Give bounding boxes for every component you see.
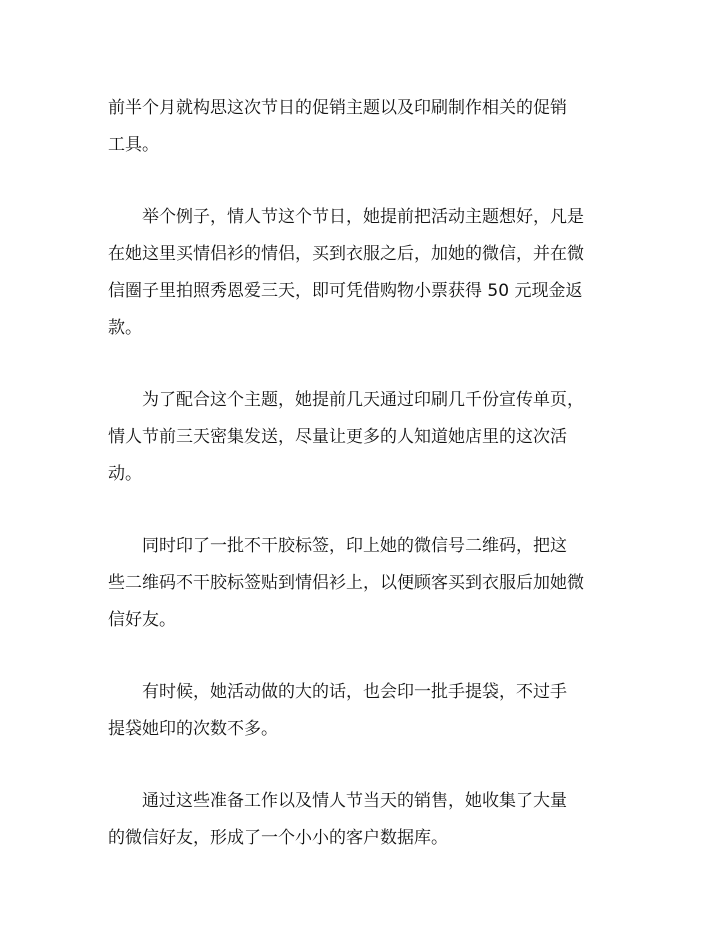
document-page <box>108 90 616 857</box>
paragraph: 前半个月就构思这次节日的促销主题以及印刷制作相关的促销 工具。 <box>108 98 567 155</box>
paragraph: 为了配合这个主题，她提前几天通过印刷几千份宣传单页， 情人节前三天密集发送，尽量让更多的人知道她店里的这次活 动。 <box>108 390 584 484</box>
paragraph: 有时候，她活动做的大的话，也会印一批手提袋，不过手 提袋她印的次数不多。 <box>108 682 567 739</box>
paragraph-gap <box>108 347 616 382</box>
paragraph: 举个例子，情人节这个节日，她提前把活动主题想好，凡是 在她这里买情侣衫的情侣，买到衣服之后，加她的微信，并在微 信圈子里拍照秀恩爱三天，即可凭借购物小票获得 50 元现金返 款。 <box>108 207 584 338</box>
paragraph-gap <box>108 164 616 199</box>
paragraph: 同时印了一批不干胶标签，印上她的微信号二维码，把这 些二维码不干胶标签贴到情侣衫上，以便顾客买到衣服后加她微 信好友。 <box>108 536 584 630</box>
paragraph-gap <box>108 639 616 674</box>
paragraph: 通过这些准备工作以及情人节当天的销售，她收集了大量 的微信好友，形成了一个小小的客户数据库。 <box>108 791 567 848</box>
paragraph-gap <box>108 493 616 528</box>
paragraph-gap <box>108 748 616 783</box>
